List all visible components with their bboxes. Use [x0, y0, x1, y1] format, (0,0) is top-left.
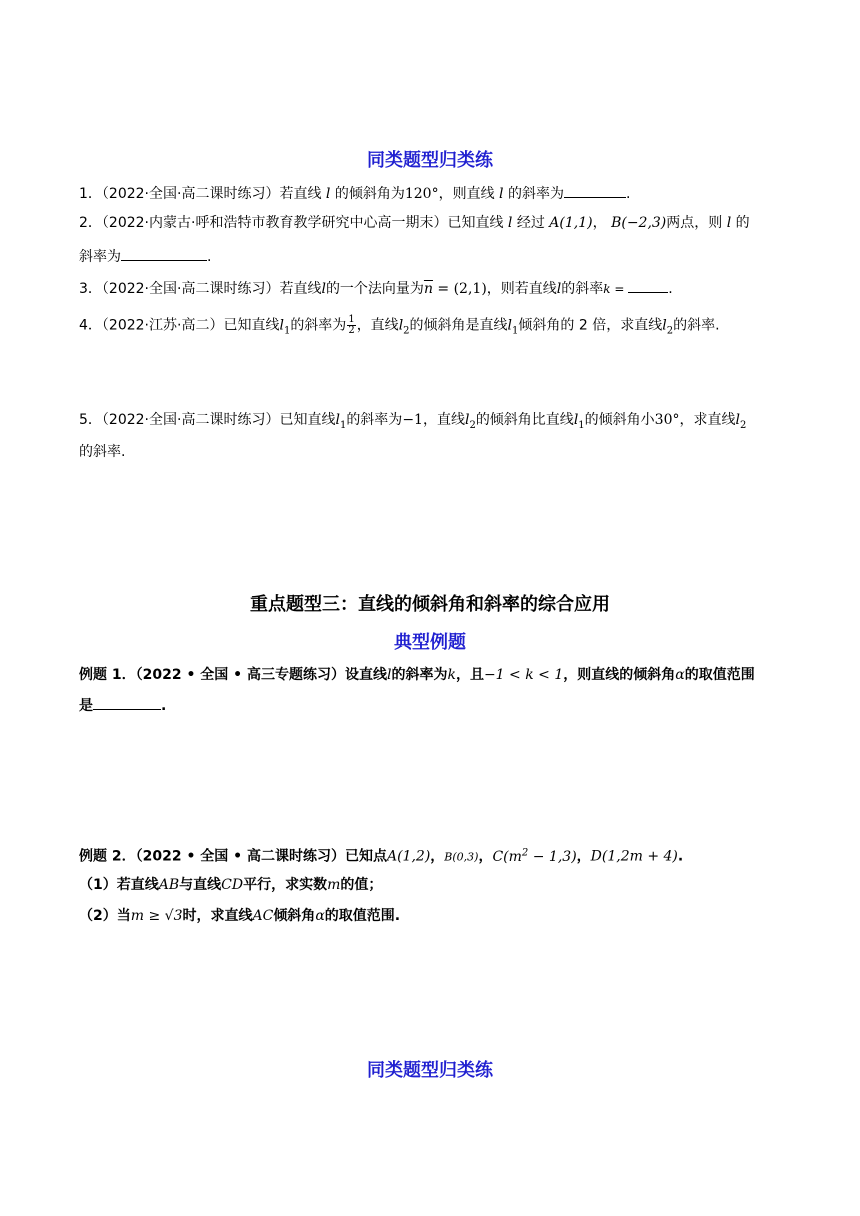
question-number: 2．	[79, 215, 102, 231]
question-text: 两点，则	[666, 215, 723, 231]
question-source: （2022·江苏·高二）	[101, 317, 224, 334]
question-text: 的斜率.	[79, 444, 126, 460]
math-inequality: m ≥ √3	[130, 908, 183, 924]
example-text: 时，求直线	[182, 908, 253, 924]
section-title-key-type: 重点题型三：直线的倾斜角和斜率的综合应用	[250, 594, 610, 615]
example-text: ，	[478, 848, 493, 865]
question-text: 的斜率为	[290, 317, 347, 334]
math-var: l	[573, 412, 579, 428]
math-var: k	[447, 667, 456, 683]
math-var: l	[386, 667, 392, 683]
math-var: l	[321, 281, 326, 297]
example-text: ，	[576, 848, 591, 865]
math-var: l	[662, 317, 667, 334]
question-text: 的倾斜角小	[584, 412, 655, 428]
math-subscript: 1	[283, 325, 291, 337]
question-2-cont	[79, 246, 211, 267]
question-text: .	[625, 186, 631, 202]
math-var: l	[335, 412, 340, 428]
math-var: l	[279, 317, 284, 334]
math-value: −1	[402, 412, 423, 428]
math-var: l	[726, 215, 732, 231]
question-text: 已知直线	[279, 412, 336, 428]
question-text: 的斜率	[561, 281, 604, 297]
math-value: = (2,1)	[432, 281, 487, 297]
question-text: 的	[735, 215, 750, 231]
math-subscript: 2	[403, 325, 410, 337]
math-point: B(0,3)	[444, 850, 479, 864]
section-title-practice-2: 同类题型归类练	[367, 1060, 493, 1081]
math-var: AC	[252, 908, 274, 924]
question-text: .	[207, 249, 212, 265]
example-text: 的斜率为	[391, 667, 448, 683]
question-text: 的倾斜角比直线	[475, 412, 574, 428]
question-text: ，求直线	[679, 412, 736, 428]
question-number: 1．	[79, 186, 102, 202]
example-label: 例题 2．	[79, 848, 136, 865]
answer-blank[interactable]	[628, 278, 668, 293]
example-1-cont	[79, 695, 166, 716]
question-text: ，则若直线	[486, 281, 557, 297]
math-value: 30°	[654, 412, 680, 428]
question-1	[79, 183, 630, 204]
math-var: m	[327, 877, 341, 893]
question-source: （2022·全国·高二课时练习）	[101, 412, 280, 428]
math-var: k	[603, 282, 611, 296]
example-text: 的取值范围.	[324, 908, 401, 924]
question-text: 的斜率.	[673, 317, 720, 334]
example-source: （2022 • 全国 • 高二课时练习）	[135, 848, 345, 865]
example-text: 已知点	[344, 848, 387, 865]
example-text: （2）当	[79, 908, 131, 924]
question-2	[79, 213, 750, 233]
question-text: 的斜率为	[346, 412, 403, 428]
question-text: ，则直线	[438, 186, 495, 202]
math-fraction: $\frac{1}{2}$	[348, 314, 355, 336]
example-2-part-1	[79, 875, 382, 895]
question-text: 的倾斜角为	[334, 186, 405, 202]
answer-blank[interactable]	[93, 695, 161, 710]
question-text: .	[668, 281, 673, 297]
example-text: 倾斜角	[273, 908, 316, 924]
question-text: 已知直线	[223, 317, 280, 334]
question-text: ，直线	[356, 317, 399, 334]
example-text: 设直线	[344, 667, 387, 683]
example-text: ，则直线的倾斜角	[563, 667, 676, 683]
math-var: AB	[158, 877, 180, 893]
question-4	[79, 315, 720, 341]
question-text: 倾斜角的 2 倍，求直线	[518, 317, 663, 334]
answer-blank[interactable]	[564, 183, 626, 198]
math-var: l	[499, 186, 504, 202]
example-2-part-2	[79, 906, 400, 926]
math-var: α	[675, 667, 685, 683]
math-point: D(1,2m + 4)	[590, 848, 678, 865]
math-var: CD	[221, 877, 244, 893]
question-source: （2022·全国·高二课时练习）	[101, 281, 280, 297]
example-text: 平行，求实数	[243, 877, 328, 893]
math-value: =	[610, 282, 629, 296]
question-text: 若直线	[279, 186, 322, 202]
answer-blank[interactable]	[121, 246, 207, 261]
question-text: 经过	[516, 215, 545, 231]
math-var: l	[464, 412, 470, 428]
example-label: 例题 1．	[79, 667, 136, 683]
question-text: ，	[592, 215, 607, 231]
question-number: 4．	[79, 317, 102, 334]
example-text: 的取值范围	[684, 667, 755, 683]
example-text: 的值；	[340, 877, 383, 893]
question-text: 的一个法向量为	[325, 281, 424, 297]
example-text: ，且	[455, 667, 484, 683]
math-var: α	[315, 908, 325, 924]
question-number: 3．	[79, 281, 102, 297]
question-text: 若直线	[279, 281, 322, 297]
question-number: 5．	[79, 412, 102, 428]
question-source: （2022·全国·高二课时练习）	[101, 186, 280, 202]
example-1	[79, 665, 755, 685]
question-5	[79, 410, 746, 436]
math-value: 120°	[404, 186, 439, 202]
example-text: 是	[79, 698, 93, 714]
question-text: ，直线	[422, 412, 465, 428]
section-title-practice: 同类题型归类练	[367, 150, 493, 171]
math-inequality: −1 < k < 1	[483, 667, 564, 683]
example-text: ，	[430, 848, 445, 865]
math-point: A(1,2)	[386, 848, 431, 865]
question-text: 斜率为	[79, 249, 121, 265]
section-title-examples: 典型例题	[394, 632, 466, 653]
example-text: 与直线	[179, 877, 222, 893]
math-subscript: 2	[469, 419, 476, 431]
example-text: .	[677, 848, 684, 865]
question-3	[79, 278, 673, 299]
math-var: l	[735, 412, 740, 428]
math-var: l	[398, 317, 404, 334]
math-subscript: 2	[666, 325, 674, 337]
math-subscript: 1	[339, 419, 347, 431]
math-subscript: 1	[578, 419, 585, 431]
math-var: l	[556, 281, 562, 297]
math-var: l	[507, 215, 513, 231]
question-source: （2022·内蒙古·呼和浩特市教育教学研究中心高一期末）	[101, 215, 448, 231]
question-text: 的倾斜角是直线	[409, 317, 508, 334]
example-text: .	[161, 698, 167, 714]
math-var: l	[507, 317, 513, 334]
example-text: （1）若直线	[79, 877, 159, 893]
math-point: B(−2,3)	[611, 215, 667, 231]
math-subscript: 2	[739, 419, 747, 431]
question-text: 的斜率为	[507, 186, 564, 202]
example-source: （2022 • 全国 • 高三专题练习）	[135, 667, 345, 683]
math-subscript: 1	[512, 325, 519, 337]
example-2	[79, 843, 683, 868]
question-text: 已知直线	[447, 215, 504, 231]
math-point: A(1,1)	[549, 215, 593, 231]
math-var: l	[325, 186, 331, 202]
question-5-cont	[79, 442, 125, 462]
math-vector: $\overline{n}$	[423, 281, 433, 297]
math-point: $C(m^2 - 1,3)$	[492, 847, 577, 865]
